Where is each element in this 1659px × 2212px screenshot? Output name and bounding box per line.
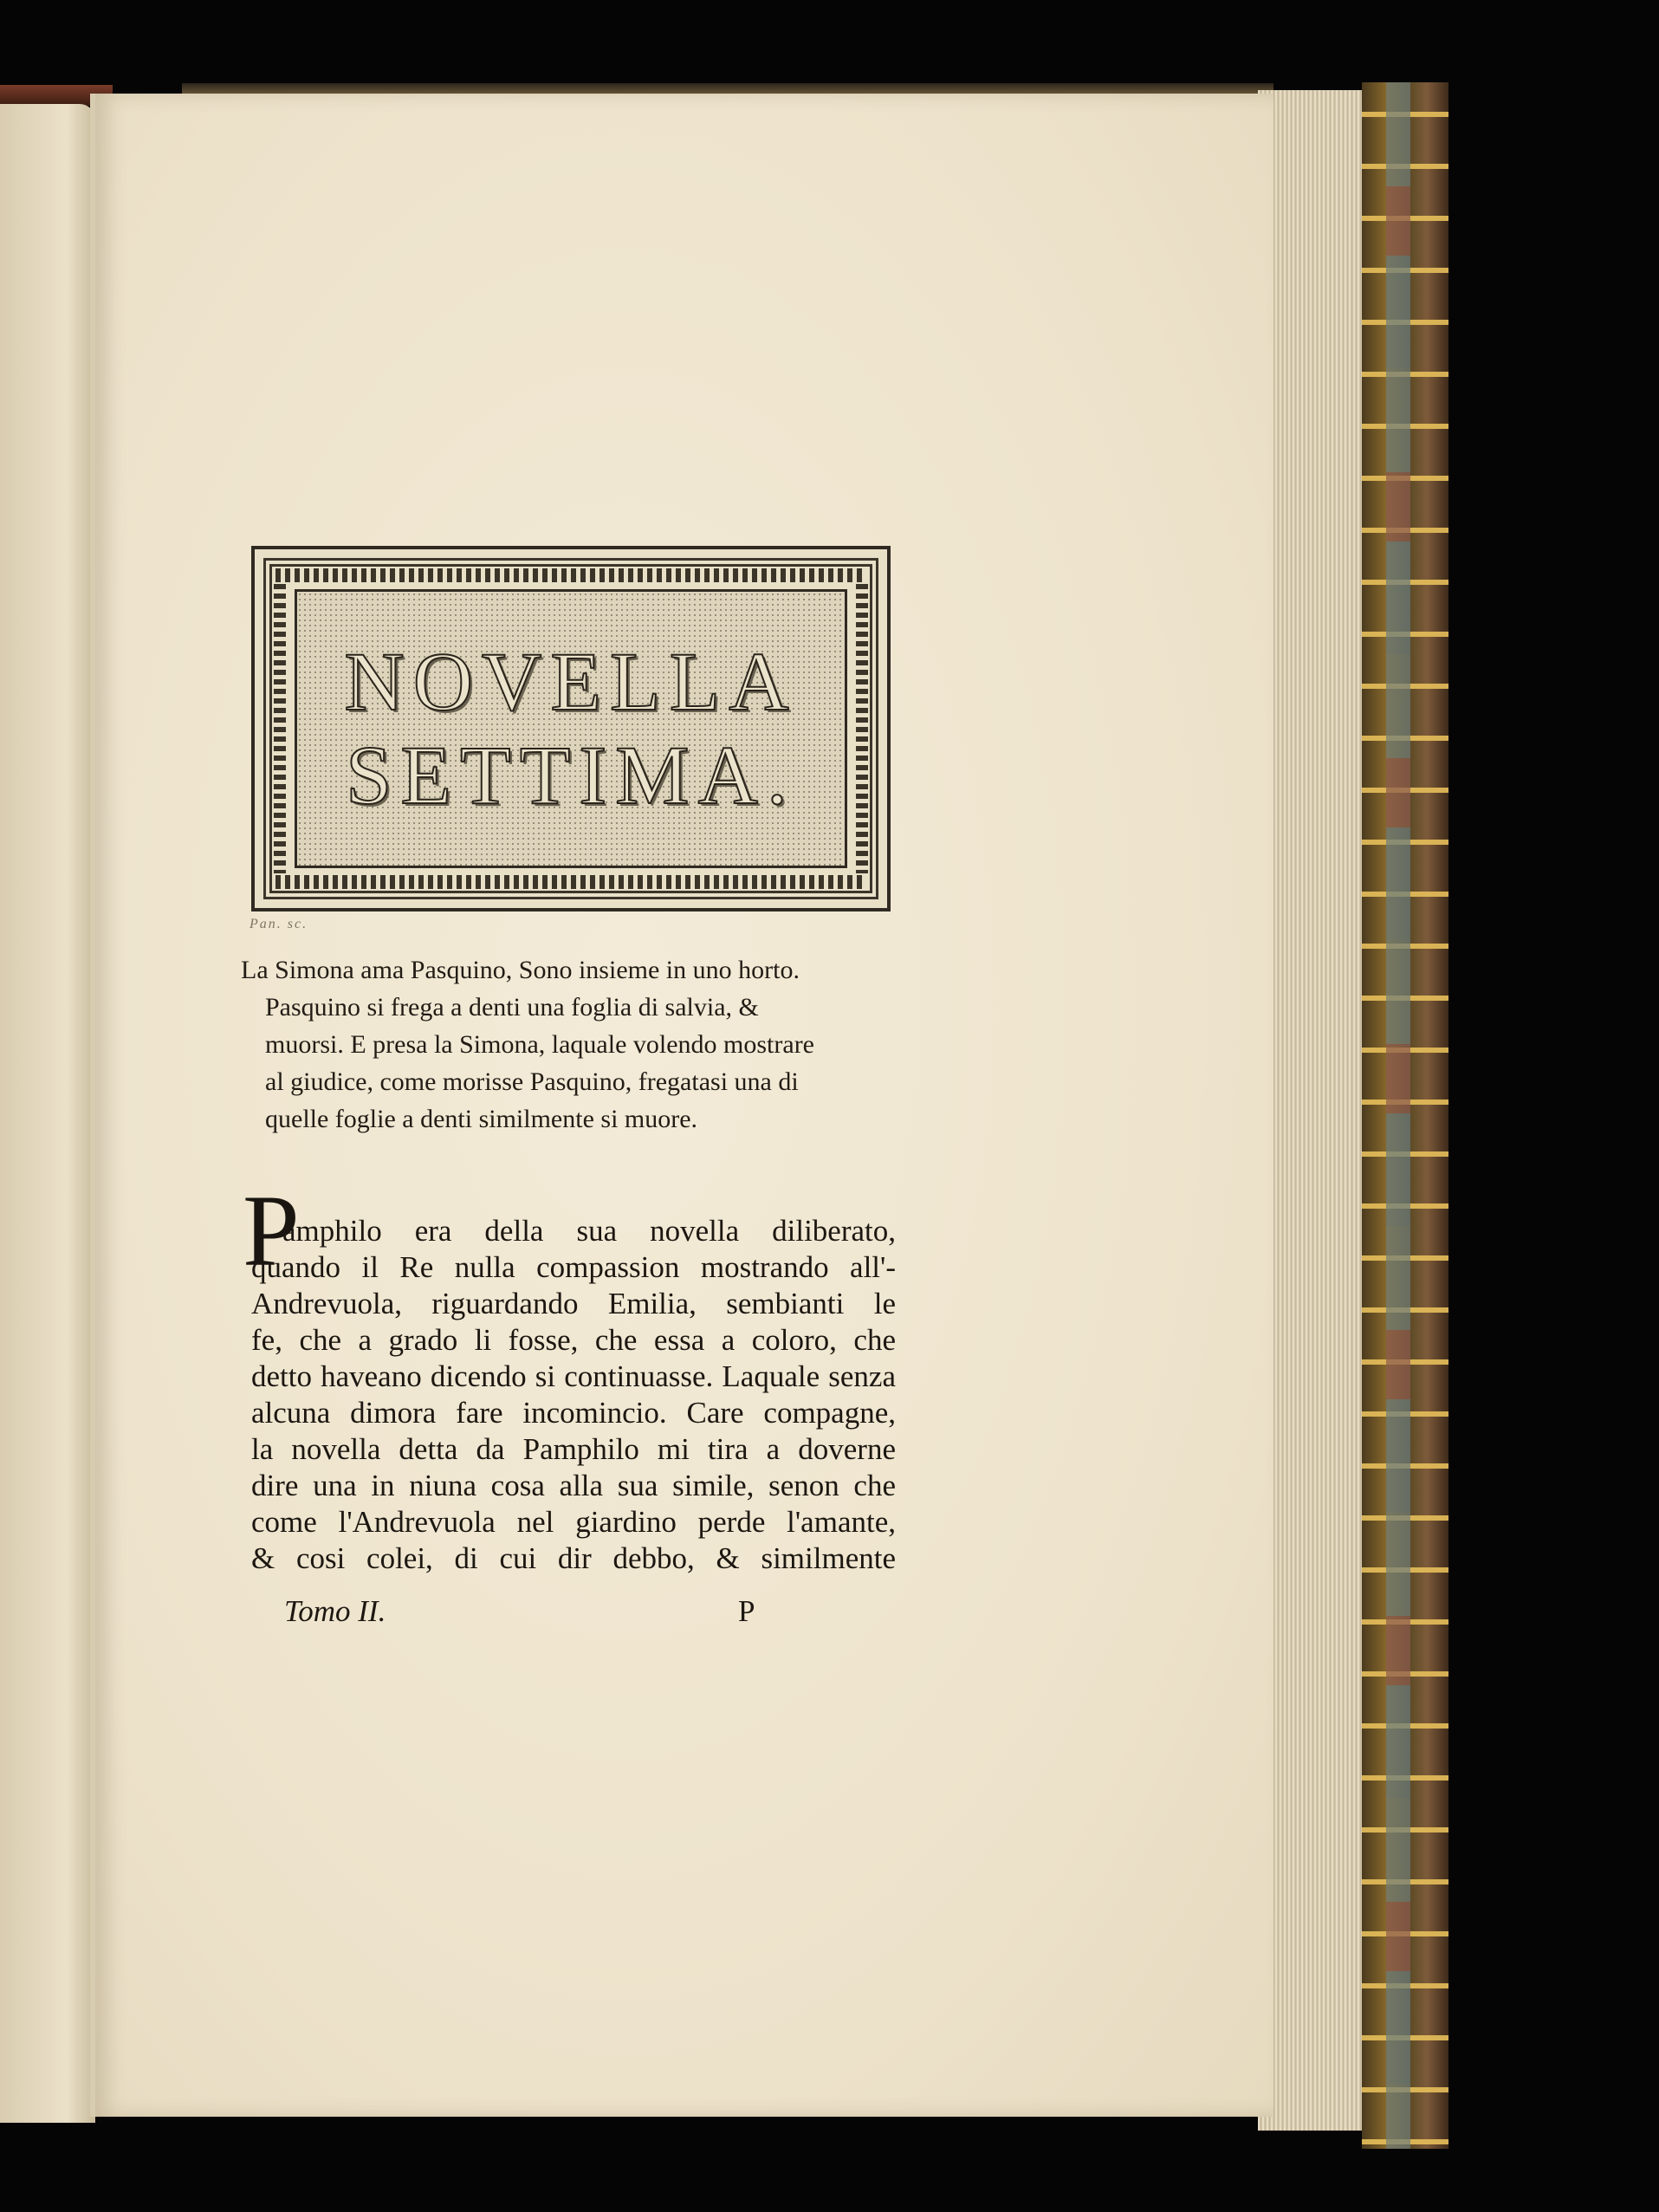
headpiece-frieze-left	[274, 584, 286, 873]
headpiece-frieze-bottom	[275, 875, 866, 889]
body-line: quando il Re nulla compassion mostrando all'-	[251, 1250, 896, 1284]
body-line: alcuna dimora fare incomincio. Care compagne,	[251, 1396, 896, 1430]
summary-line: quelle foglie a denti similmente si muore.	[265, 1105, 698, 1133]
headpiece-title-line1: NOVELLA	[344, 635, 798, 728]
signature-mark: P	[738, 1594, 755, 1628]
left-page-edge	[0, 104, 95, 2123]
volume-label: Tomo II.	[284, 1594, 386, 1628]
summary-line: La Simona ama Pasquino, Sono insieme in uno horto.	[241, 956, 800, 984]
novella-summary	[241, 951, 899, 1138]
body-text	[251, 1213, 896, 1577]
headpiece-title-line2: SETTIMA.	[346, 729, 796, 821]
body-line: amphilo era della sua novella diliberato,	[282, 1214, 896, 1248]
headpiece-frieze-right	[856, 584, 868, 873]
body-line: detto haveano dicendo si continuasse. Laquale senza	[251, 1359, 896, 1393]
headpiece-panel	[295, 589, 847, 868]
body-line: & cosi colei, di cui dir debbo, & similmente	[251, 1541, 896, 1575]
ornamental-headpiece	[251, 546, 891, 911]
body-line: dire una in niuna cosa alla sua simile, senon che	[251, 1469, 896, 1502]
headpiece-frieze-top	[275, 568, 866, 582]
marbled-edge	[1386, 82, 1410, 2149]
body-line: fe, che a grado li fosse, che essa a coloro, che	[251, 1323, 896, 1357]
page-edges	[1258, 90, 1364, 2131]
page-footer	[284, 1594, 769, 1629]
body-line: Andrevuola, riguardando Emilia, sembianti le	[251, 1287, 896, 1320]
engraver-signature: Pan. sc.	[249, 917, 308, 931]
summary-line: Pasquino si frega a denti una foglia di salvia, &	[265, 993, 759, 1022]
drop-cap: P	[243, 1174, 300, 1288]
summary-line: muorsi. E presa la Simona, laquale volendo mostrare	[265, 1030, 814, 1059]
body-line: come l'Andrevuola nel giardino perde l'amante,	[251, 1505, 896, 1539]
body-line: la novella detta da Pamphilo mi tira a doverne	[251, 1432, 896, 1466]
summary-line: al giudice, come morisse Pasquino, fregatasi una di	[265, 1067, 799, 1096]
